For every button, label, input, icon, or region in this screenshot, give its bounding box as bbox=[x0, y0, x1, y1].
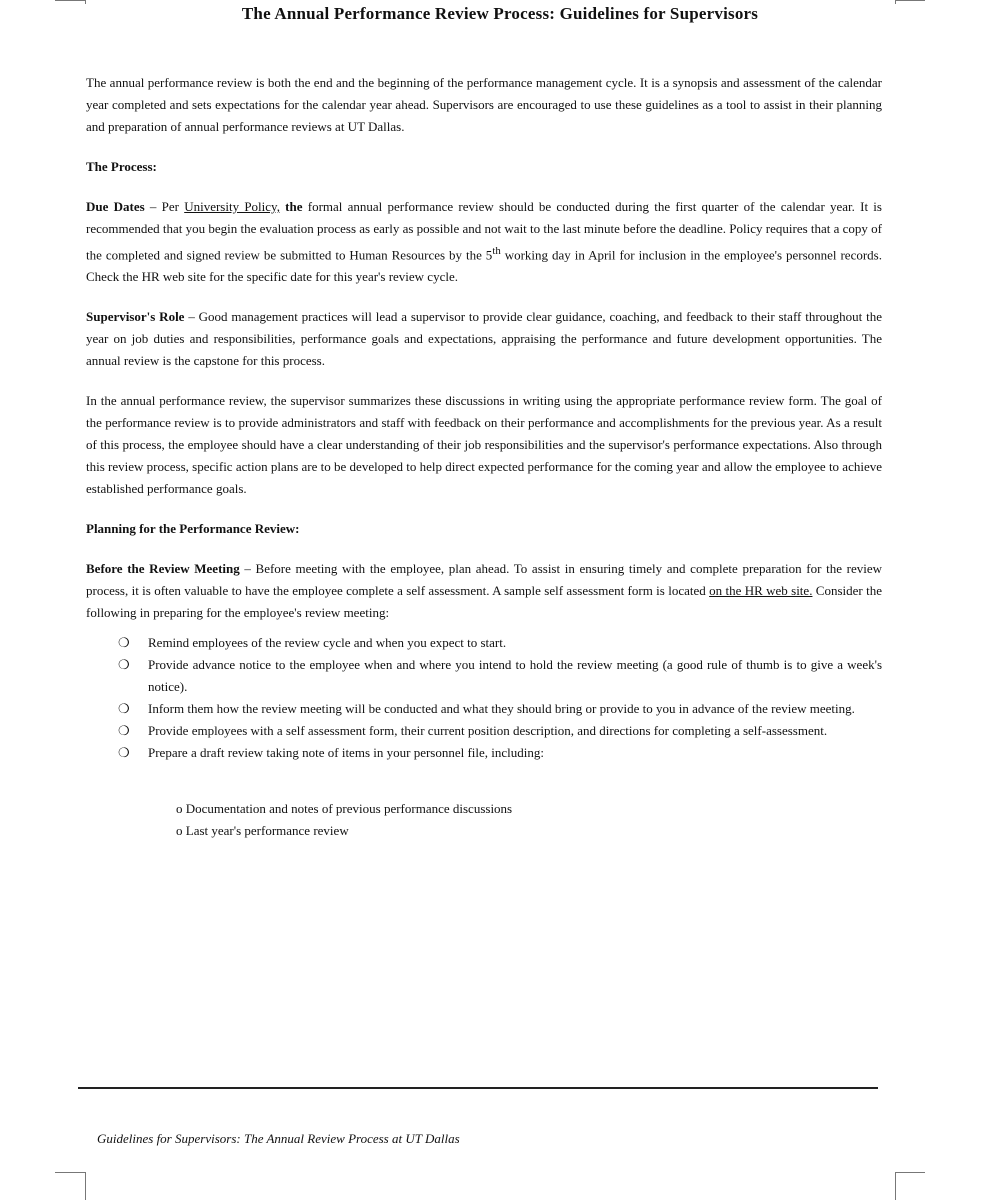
bullet-icon: ❍ bbox=[118, 657, 130, 673]
list-item: ❍ Provide advance notice to the employee when and where you intend to hold the review meeting (a good rule of thumb is to give a week's notice). bbox=[110, 654, 882, 698]
intro-paragraph: The annual performance review is both the end and the beginning of the performance management cycle. It is a synopsis and assessment of the calendar year completed and sets expectations for the calendar year ahead. Supervisors are encouraged to use these guidelines as a tool to assist in their planning and preparation of annual performance reviews at UT Dallas. bbox=[86, 75, 882, 134]
crop-mark-top-left bbox=[55, 0, 85, 1]
supervisor-role-lead: Supervisor's Role bbox=[86, 309, 185, 325]
crop-mark-bottom-right-vertical bbox=[895, 1172, 896, 1200]
list-item: ❍ Inform them how the review meeting will be conducted and what they should bring or provide to you in advance of the review meeting. bbox=[110, 698, 882, 720]
personnel-file-sub-list bbox=[86, 798, 882, 842]
before-meeting-text: – Before meeting with the employee, plan ahead. To assist in ensuring timely and complete preparation for the review process, it is often valuable to have the employee complete a self assessment. A sample self assessment form is located bbox=[86, 561, 882, 599]
due-dates-sup: th bbox=[492, 245, 501, 257]
preparation-bullet-list bbox=[86, 632, 882, 764]
sub-bullet-icon: o bbox=[176, 823, 183, 839]
annual-review-paragraph: In the annual performance review, the supervisor summarizes these discussions in writing using the appropriate performance review form. The goal of the performance review is to provide administrators and staff with feedback on their performance and accomplishments for the previous year. As a result of this process, the employee should have a clear understanding of their job responsibilities and the supervisor's performance expectations. Also through this review process, specific action plans are to be developed to help direct expected performance for the coming year and allow the employee to achieve established performance goals. bbox=[86, 393, 882, 497]
bullet-icon: ❍ bbox=[118, 701, 130, 717]
crop-mark-bottom-right bbox=[895, 1172, 925, 1173]
list-item: ❍ Remind employees of the review cycle and when you expect to start. bbox=[110, 632, 882, 654]
due-dates-bold: the bbox=[279, 199, 303, 214]
due-dates-lead: Due Dates bbox=[86, 199, 145, 214]
bullet-icon: ❍ bbox=[118, 745, 130, 761]
before-meeting-text2: Consider the following in preparing for the employee's review meeting: bbox=[86, 583, 882, 621]
due-dates-pre: – Per bbox=[144, 199, 185, 214]
section-heading-planning: Planning for the Performance Review: bbox=[86, 521, 300, 537]
list-item: ❍ Provide employees with a self assessment form, their current position description, and directions for completing a self-assessment. bbox=[110, 720, 882, 742]
crop-mark-bottom-left-vertical bbox=[85, 1172, 86, 1200]
sub-list-item: o Documentation and notes of previous performance discussions bbox=[176, 801, 513, 817]
before-meeting-lead: Before the Review Meeting bbox=[86, 561, 240, 577]
list-item: ❍ Prepare a draft review taking note of items in your personnel file, including: bbox=[110, 742, 882, 764]
sub-bullet-icon: o bbox=[176, 801, 183, 817]
before-meeting-paragraph bbox=[86, 558, 882, 624]
university-policy-link[interactable]: University Policy, bbox=[184, 199, 280, 214]
crop-mark-top-right bbox=[895, 0, 925, 1]
document-title: The Annual Performance Review Process: Guidelines for Supervisors bbox=[241, 4, 759, 23]
bullet-icon: ❍ bbox=[118, 635, 130, 651]
footer-divider bbox=[78, 1087, 878, 1089]
section-heading-process: The Process: bbox=[86, 159, 157, 174]
due-dates-text2: working day in April for inclusion in the employee's personnel records. Check the HR web site for the specific date for this year's review cycle. bbox=[86, 247, 882, 285]
supervisor-role-text: – Good management practices will lead a supervisor to provide clear guidance, coaching, and feedback to their staff throughout the year on job duties and responsibilities, performance goals and expectations, appraising the performance and future development opportunities. The annual review is the capstone for this process. bbox=[86, 309, 882, 369]
sub-list-item: o Last year's performance review bbox=[176, 823, 349, 839]
hr-web-site-link[interactable]: on the HR web site. bbox=[709, 583, 813, 599]
page-footer: Guidelines for Supervisors: The Annual Review Process at UT Dallas bbox=[97, 1131, 460, 1146]
bullet-icon: ❍ bbox=[118, 723, 130, 739]
document-body bbox=[86, 72, 882, 842]
crop-mark-bottom-left bbox=[55, 1172, 85, 1173]
due-dates-paragraph bbox=[86, 196, 882, 288]
supervisor-role-paragraph bbox=[86, 306, 882, 372]
due-dates-text: formal annual performance review should be conducted during the first quarter of the calendar year. It is recommended that you begin the evaluation process as early as possible and not wait to the last minute before the deadline. Policy requires that a copy of the completed and signed review be submitted to Human Resources by the 5 bbox=[86, 199, 883, 263]
